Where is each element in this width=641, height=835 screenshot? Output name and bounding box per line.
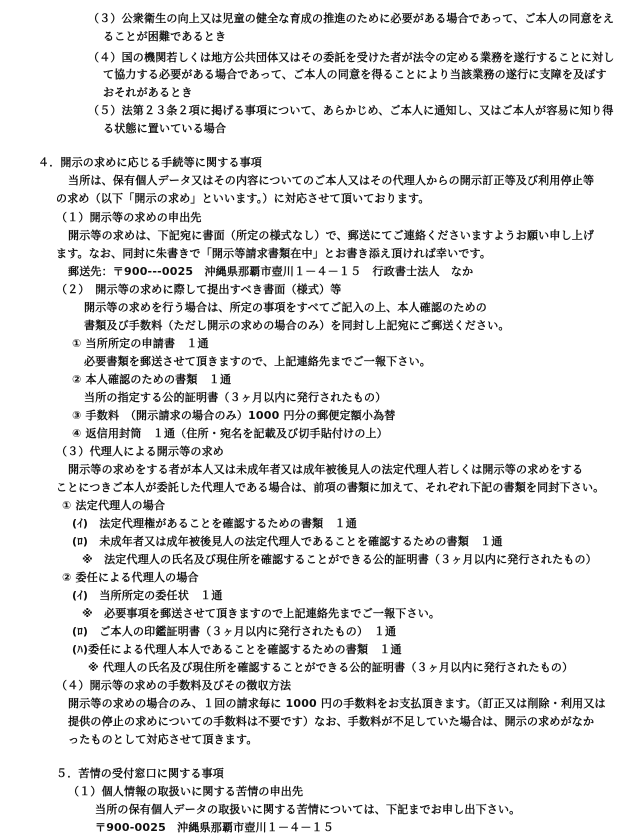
text-line: ※ 必要事項を郵送させて頂きますので上記連絡先までご一報下さい。 bbox=[82, 607, 441, 620]
text-line: （５）法第２３条２項に掲げる事項について、あらかじめ、ご本人に通知し、又はご本人が容易に知り得 bbox=[88, 104, 614, 117]
text-line: （１）開示等の求めの申出先 bbox=[56, 211, 202, 224]
text-line: 書類及び手数料（ただし開示の求めの場合のみ）を同封し上記宛にご郵送ください。 bbox=[84, 319, 510, 332]
text-line: 〒900-0025 沖縄県那覇市壺川１－４－１５ bbox=[95, 821, 334, 834]
text-line: （１）個人情報の取扱いに関する苦情の申出先 bbox=[68, 785, 304, 798]
text-line: (ﾛ) ご本人の印鑑証明書（３ヶ月以内に発行されたもの） １通 bbox=[72, 625, 397, 638]
text-line: (ﾛ) 未成年者又は成年被後見人の法定代理人であることを確認するための書類 １通 bbox=[72, 535, 503, 548]
text-line: ② 本人確認のための書類 １通 bbox=[72, 373, 232, 386]
text-line: 当所は、保有個人データ又はその内容についてのご本人又はその代理人からの開示訂正等及び利用停止等 bbox=[68, 174, 595, 187]
text-line: 必要書類を郵送させて頂きますので、上記連絡先までご一報下さい。 bbox=[84, 355, 431, 368]
text-line: ５．苦情の受付窓口に関する事項 bbox=[56, 767, 224, 780]
text-line: 提供の停止の求めについての手数料は不要です）なお、手数料が不足していた場合は、開示の求めがなか bbox=[68, 715, 595, 728]
text-line: （４）国の機関若しくは地方公共団体又はその委託を受けた者が法令の定める業務を遂行することに対し bbox=[88, 51, 615, 64]
text-line: の求め（以下「開示の求め」といいます。）に対応させて頂いております。 bbox=[56, 192, 430, 205]
text-line: 開示等の求めの場合のみ、１回の請求毎に 1000 円の手数料をお支払頂きます。（訂正又は削除・利用又は bbox=[68, 697, 606, 710]
text-line: ことにつきご本人が委託した代理人である場合は、前項の書類に加えて、それぞれ下記の書類を同封下さい。 bbox=[56, 481, 605, 494]
text-line: おそれがあるとき bbox=[103, 86, 193, 99]
text-line: ③ 手数料 （開示請求の場合のみ）1000 円分の郵便定額小為替 bbox=[72, 409, 396, 422]
text-line: (ｲ) 法定代理権があることを確認するための書類 １通 bbox=[72, 517, 357, 530]
text-line: て協力する必要がある場合であって、ご本人の同意を得ることにより当該業務の遂行に支障を及ぼす bbox=[103, 68, 607, 81]
text-line: （３）公衆衛生の向上又は児童の健全な育成の推進のために必要がある場合であって、ご本人の同意をえ bbox=[88, 12, 615, 25]
text-line: ② 委任による代理人の場合 bbox=[62, 571, 199, 584]
text-line: 開示等の求めをする者が本人又は未成年者又は成年被後見人の法定代理人若しくは開示等の求めをする bbox=[68, 463, 584, 476]
text-line: ４．開示の求めに応じる手続等に関する事項 bbox=[38, 156, 262, 169]
text-line: 郵送先：〒900---0025 沖縄県那覇市壺川１－４－１５ 行政書士法人 なか bbox=[68, 265, 474, 278]
text-line: （２） 開示等の求めに際して提出すべき書面（様式）等 bbox=[56, 283, 342, 296]
text-line: 開示等の求めは、下記宛に書面（所定の様式なし）で、郵送にてご連絡くださいますようお願い申し上げ bbox=[68, 229, 595, 242]
text-line: （３）代理人による開示等の求め bbox=[56, 445, 224, 458]
text-line: る状態に置いている場合 bbox=[103, 122, 227, 135]
text-line: ることが困難であるとき bbox=[103, 30, 227, 43]
text-line: ① 当所所定の申請書 １通 bbox=[72, 337, 209, 350]
text-line: （４）開示等の求めの手数料及びその徴収方法 bbox=[56, 679, 292, 692]
text-line: (ｲ) 当所所定の委任状 １通 bbox=[72, 589, 223, 602]
text-line: ① 法定代理人の場合 bbox=[62, 499, 166, 512]
text-line: 当所の指定する公的証明書（３ヶ月以内に発行されたもの） bbox=[84, 391, 387, 404]
text-line: 当所の保有個人データの取扱いに関する苦情については、下記までお申し出下さい。 bbox=[95, 803, 521, 816]
text-line: 開示等の求めを行う場合は、所定の事項をすべてご記入の上、本人確認のための bbox=[84, 301, 487, 314]
text-line: ※ 代理人の氏名及び現住所を確認することができる公的証明書（３ヶ月以内に発行されたもの） bbox=[88, 661, 574, 674]
text-line: ったものとして対応させて頂きます。 bbox=[68, 733, 258, 746]
text-line: ます。なお、同封に朱書きで「開示等請求書類在中」とお書き添え頂ければ幸いです。 bbox=[56, 247, 492, 260]
text-line: ④ 返信用封筒 １通（住所・宛名を記載及び切手貼付けの上） bbox=[72, 427, 388, 440]
text-line: (ﾊ)委任による代理人本人であることを確認するための書類 １通 bbox=[72, 643, 402, 656]
text-line: ※ 法定代理人の氏名及び現住所を確認することができる公的証明書（３ヶ月以内に発行されたもの） bbox=[82, 553, 597, 566]
